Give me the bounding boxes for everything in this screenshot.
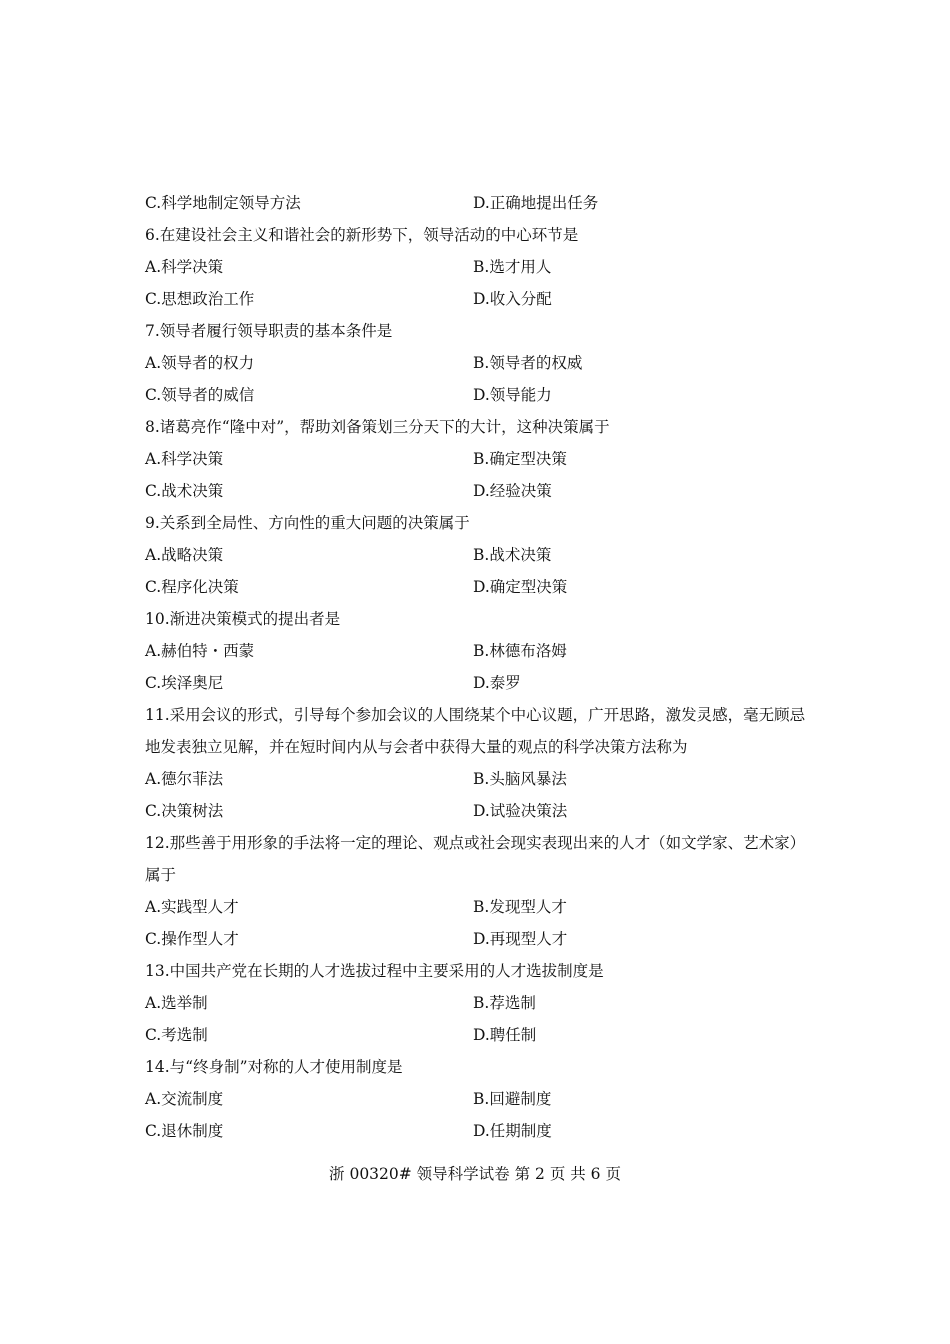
option-c: C.程序化决策: [145, 578, 239, 596]
option-d: D.再现型人才: [473, 930, 568, 948]
exam-content: [145, 187, 825, 1147]
option-b: B.回避制度: [473, 1090, 552, 1108]
option-row-q11-cd: [145, 795, 825, 827]
option-row-q8-ab: [145, 443, 825, 475]
option-row-q12-ab: [145, 891, 825, 923]
option-b: B.选才用人: [473, 258, 552, 276]
option-b: B.发现型人才: [473, 898, 567, 916]
option-b: B.领导者的权威: [473, 354, 583, 372]
option-a: A.领导者的权力: [145, 354, 255, 372]
option-d: D.泰罗: [473, 674, 521, 692]
option-c: C.思想政治工作: [145, 290, 255, 308]
option-row-q14-cd: [145, 1115, 825, 1147]
option-row-q6-ab: [145, 251, 825, 283]
option-a: A.赫伯特・西蒙: [145, 642, 255, 660]
option-row-q7-ab: [145, 347, 825, 379]
page-footer: 浙 00320# 领导科学试卷 第 2 页 共 6 页: [329, 1165, 621, 1183]
question-14: 14.与“终身制”对称的人才使用制度是: [145, 1058, 403, 1076]
option-a: A.战略决策: [145, 546, 224, 564]
option-d: D.正确地提出任务: [473, 194, 599, 212]
option-row-q5-cd: [145, 187, 825, 219]
option-row-q8-cd: [145, 475, 825, 507]
option-a: A.科学决策: [145, 450, 224, 468]
option-row-q9-cd: [145, 571, 825, 603]
question-7: 7.领导者履行领导职责的基本条件是: [145, 322, 393, 340]
option-c: C.退休制度: [145, 1122, 224, 1140]
option-b: B.荐选制: [473, 994, 536, 1012]
option-row-q11-ab: [145, 763, 825, 795]
option-c: C.埃泽奥尼: [145, 674, 224, 692]
option-b: B.林德布洛姆: [473, 642, 567, 660]
question-6: 6.在建设社会主义和谐社会的新形势下，领导活动的中心环节是: [145, 226, 579, 244]
option-d: D.确定型决策: [473, 578, 568, 596]
option-row-q7-cd: [145, 379, 825, 411]
option-row-q14-ab: [145, 1083, 825, 1115]
option-a: A.德尔菲法: [145, 770, 224, 788]
option-a: A.交流制度: [145, 1090, 224, 1108]
option-row-q12-cd: [145, 923, 825, 955]
option-a: A.科学决策: [145, 258, 224, 276]
option-b: B.确定型决策: [473, 450, 567, 468]
question-9: 9.关系到全局性、方向性的重大问题的决策属于: [145, 514, 470, 532]
option-row-q6-cd: [145, 283, 825, 315]
option-c: C.决策树法: [145, 802, 224, 820]
option-c: C.领导者的威信: [145, 386, 255, 404]
question-10: 10.渐进决策模式的提出者是: [145, 610, 341, 628]
option-row-q10-ab: [145, 635, 825, 667]
option-c: C.操作型人才: [145, 930, 239, 948]
option-d: D.聘任制: [473, 1026, 537, 1044]
option-a: A.实践型人才: [145, 898, 239, 916]
option-d: D.试验决策法: [473, 802, 568, 820]
question-11: 11.采用会议的形式，引导每个参加会议的人围绕某个中心议题，广开思路，激发灵感，毫无顾忌地发表独立见解，并在短时间内从与会者中获得大量的观点的科学决策方法称为: [145, 706, 806, 756]
option-a: A.选举制: [145, 994, 208, 1012]
option-b: B.头脑风暴法: [473, 770, 567, 788]
question-8: 8.诸葛亮作“隆中对”，帮助刘备策划三分天下的大计，这种决策属于: [145, 418, 610, 436]
option-row-q9-ab: [145, 539, 825, 571]
option-d: D.经验决策: [473, 482, 552, 500]
option-b: B.战术决策: [473, 546, 552, 564]
question-13: 13.中国共产党在长期的人才选拔过程中主要采用的人才选拔制度是: [145, 962, 604, 980]
option-row-q13-cd: [145, 1019, 825, 1051]
option-c: C.科学地制定领导方法: [145, 194, 301, 212]
option-d: D.领导能力: [473, 386, 552, 404]
question-12: 12.那些善于用形象的手法将一定的理论、观点或社会现实表现出来的人才（如文学家、艺术家）属于: [145, 834, 806, 884]
option-row-q10-cd: [145, 667, 825, 699]
option-c: C.战术决策: [145, 482, 224, 500]
option-d: D.收入分配: [473, 290, 552, 308]
option-d: D.任期制度: [473, 1122, 552, 1140]
option-row-q13-ab: [145, 987, 825, 1019]
option-c: C.考选制: [145, 1026, 208, 1044]
